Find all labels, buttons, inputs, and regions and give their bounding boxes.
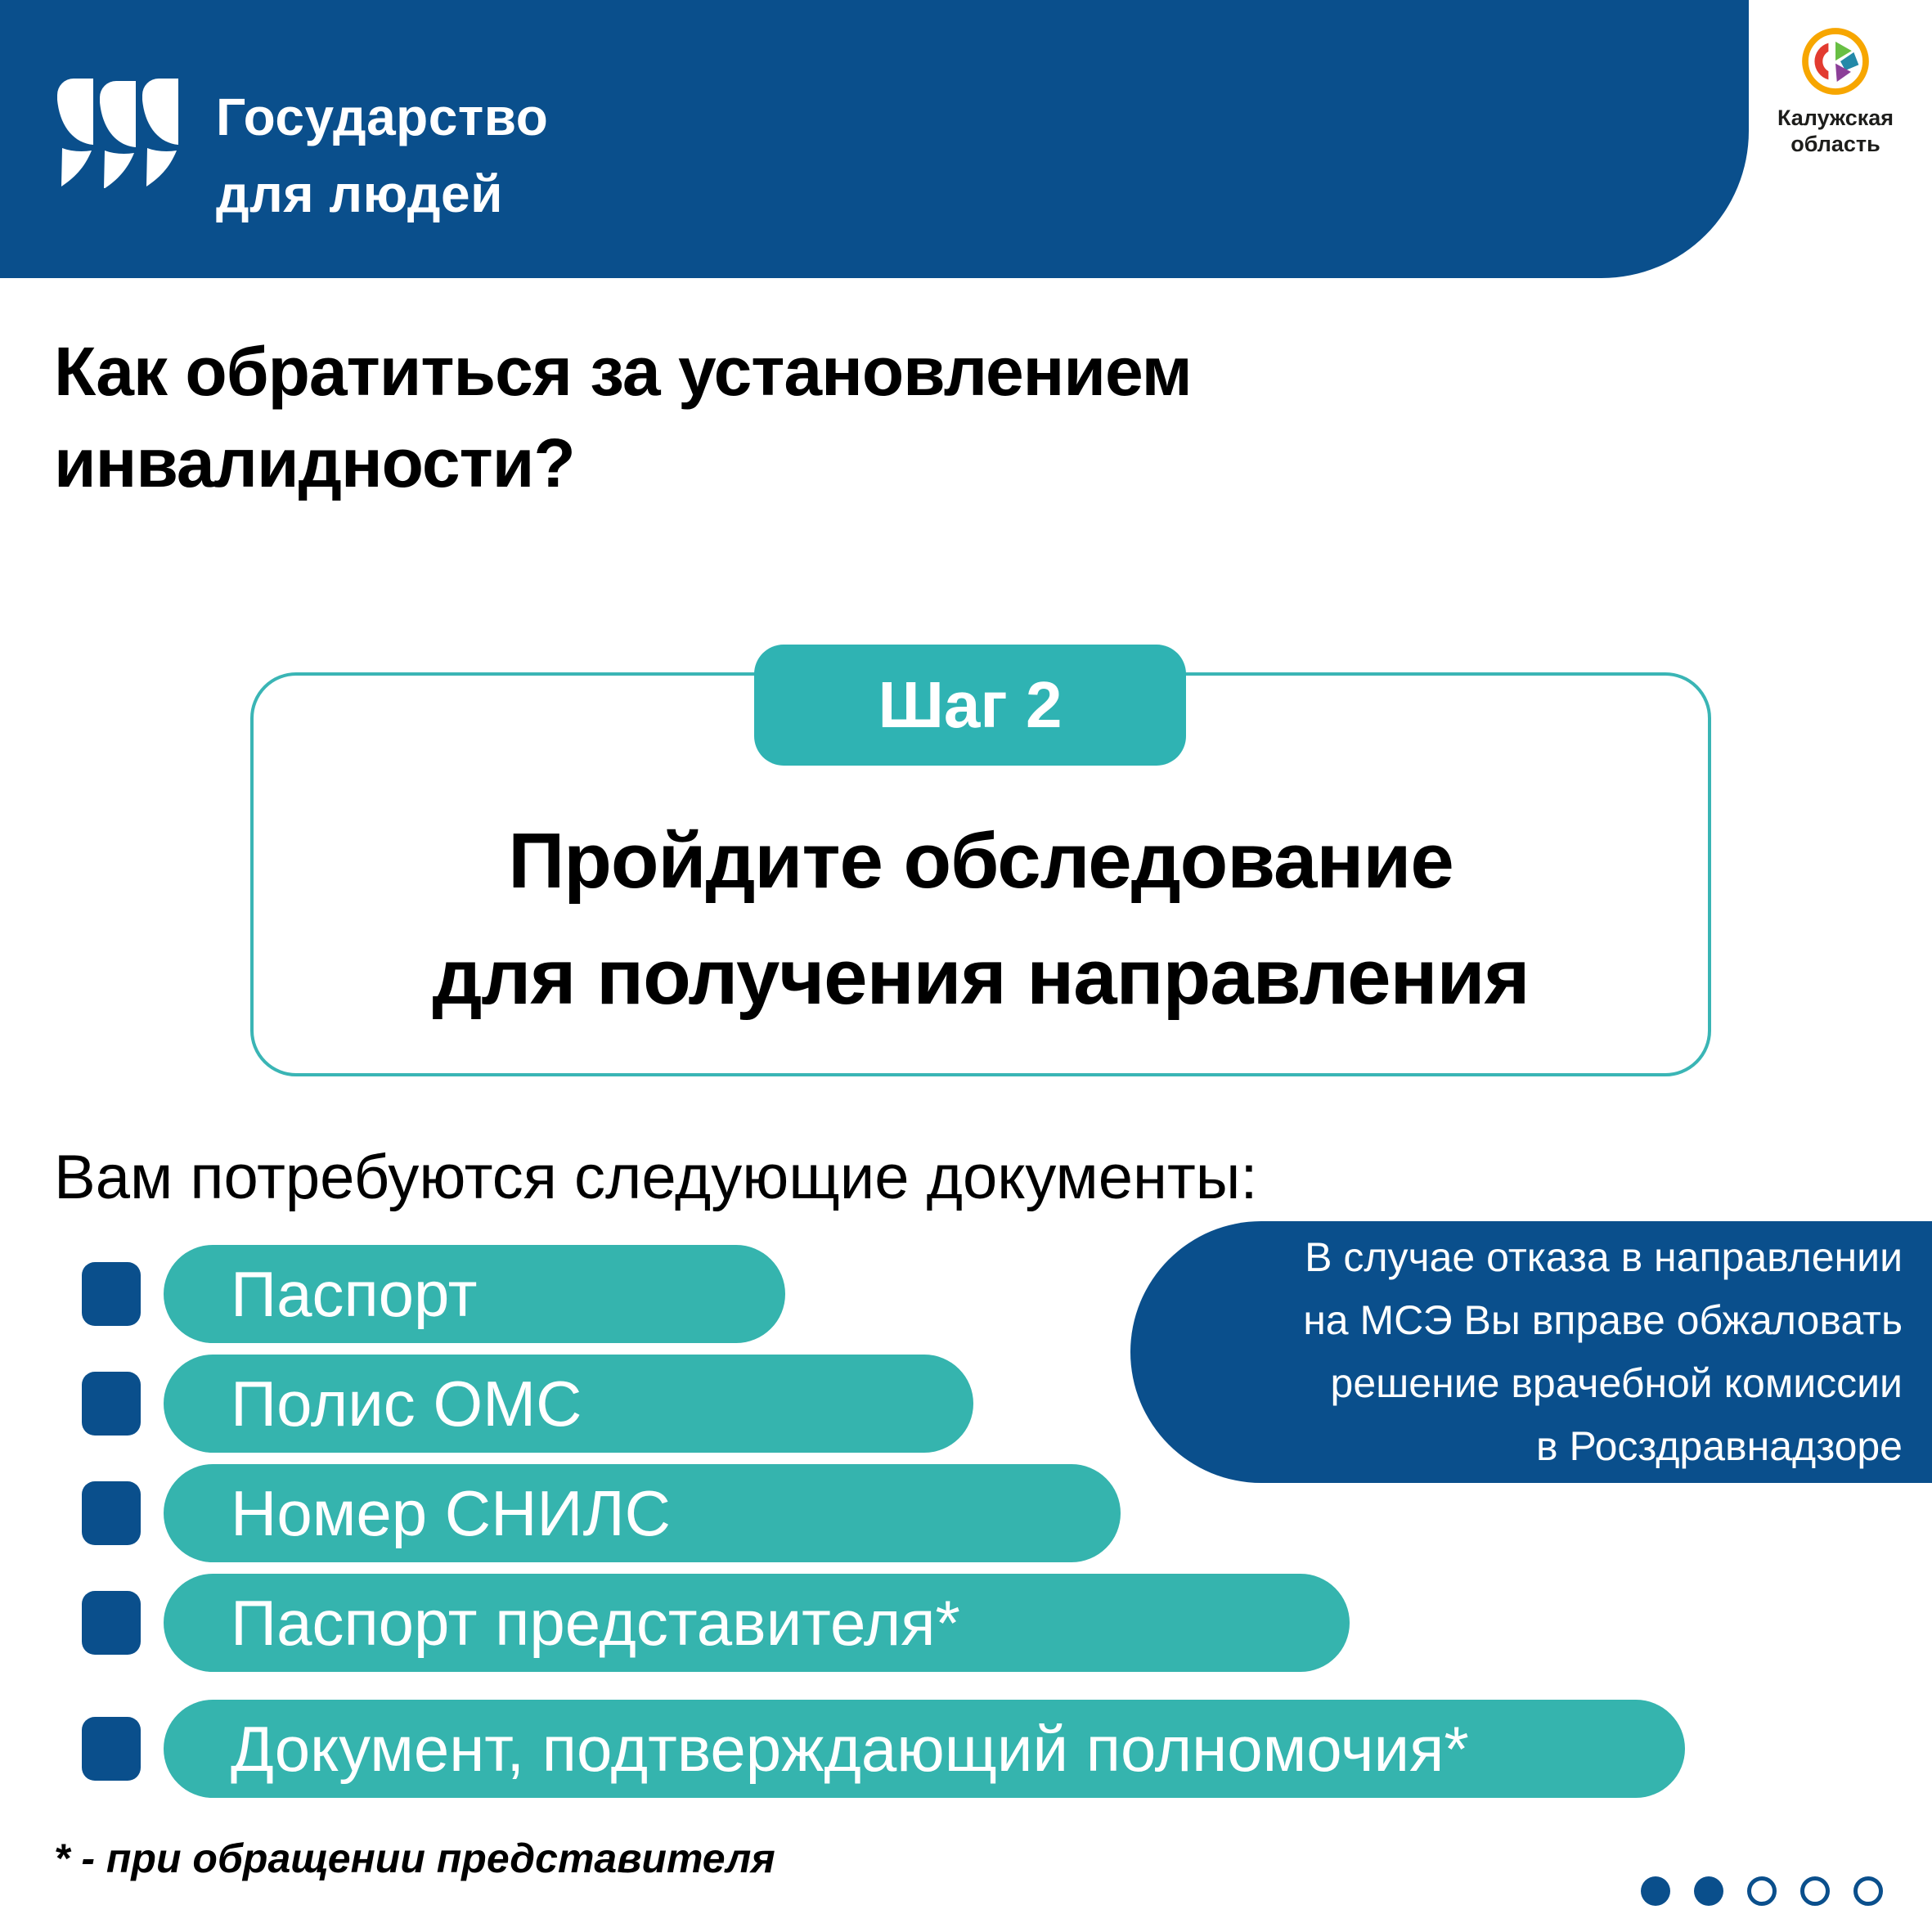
footnote: * - при обращении представителя xyxy=(54,1835,775,1881)
document-row xyxy=(0,1700,1932,1798)
step-badge xyxy=(754,645,1186,766)
note-line: в Росздравнадзоре xyxy=(1536,1423,1903,1469)
step-badge-label: Шаг 2 xyxy=(878,668,1063,741)
checkbox-icon xyxy=(82,1372,141,1436)
document-pill: Паспорт xyxy=(164,1245,785,1343)
note-box xyxy=(1130,1221,1932,1483)
government-for-people-logo-icon xyxy=(57,79,178,188)
documents-intro: Вам потребуются следующие документы: xyxy=(54,1143,1258,1212)
checkbox-icon xyxy=(82,1717,141,1781)
region-logo-text xyxy=(1777,105,1894,157)
note-line: В случае отказа в направлении xyxy=(1305,1234,1903,1280)
pagination-dot xyxy=(1747,1876,1777,1906)
logo-line2: для людей xyxy=(216,164,503,223)
pagination-dot-active xyxy=(1641,1876,1670,1906)
pagination-dots xyxy=(1641,1876,1883,1906)
document-row xyxy=(0,1574,1932,1672)
page-title-line2: инвалидности? xyxy=(54,425,575,501)
pagination-dot xyxy=(1800,1876,1830,1906)
page-title-line1: Как обратиться за установлением xyxy=(54,333,1192,410)
document-pill: Полис ОМС xyxy=(164,1355,973,1453)
region-logo xyxy=(1739,26,1932,157)
kaluga-region-icon xyxy=(1800,26,1871,97)
step-text-line1: Пройдите обследование xyxy=(508,817,1453,905)
checkbox-icon xyxy=(82,1481,141,1545)
page-title xyxy=(54,326,1192,509)
checkbox-icon xyxy=(82,1591,141,1655)
pagination-dot xyxy=(1853,1876,1883,1906)
checkbox-icon xyxy=(82,1262,141,1326)
region-name-line1: Калужская xyxy=(1777,106,1894,130)
pagination-dot-active xyxy=(1694,1876,1723,1906)
header-bar xyxy=(0,0,1749,278)
step-text-line2: для получения направления xyxy=(432,933,1530,1021)
note-line: на МСЭ Вы вправе обжаловать xyxy=(1303,1297,1903,1343)
document-pill: Документ, подтверждающий полномочия* xyxy=(164,1700,1685,1798)
step-card-text xyxy=(250,803,1711,1036)
logo-text xyxy=(216,79,548,232)
note-line: решение врачебной комиссии xyxy=(1330,1360,1903,1406)
region-name-line2: область xyxy=(1790,132,1880,156)
logo-line1: Государство xyxy=(216,88,549,146)
document-pill: Паспорт представителя* xyxy=(164,1574,1350,1672)
document-pill: Номер СНИЛС xyxy=(164,1464,1121,1562)
logo xyxy=(57,79,548,232)
